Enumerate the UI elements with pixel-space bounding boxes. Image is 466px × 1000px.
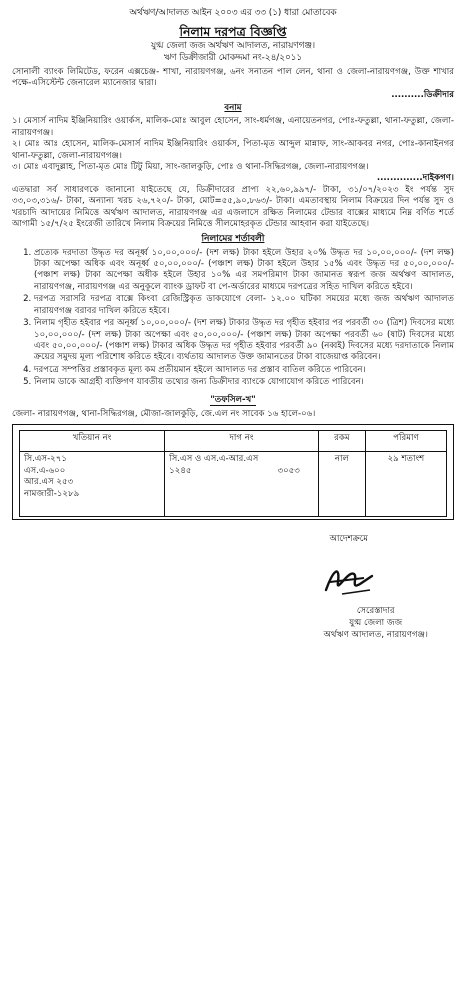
- cell-kind: নাল: [318, 452, 365, 517]
- table-header-row: [20, 431, 447, 452]
- debtor-item: ১। মেসার্স নাদিম ইঞ্জিনিয়ারিং ওয়ার্কস, মালিক-মোঃ আবুল হোসেন, সাং-ধর্মগঞ্জ, এনায়েতনগর, পোঃ-ফতুল্লা, থানা-ফতুল্লা, জেলা-নারায়ণগঞ্জ।: [12, 116, 454, 138]
- schedule-location: জেলা- নারায়ণগঞ্জ, থানা-সিদ্ধিরগঞ্জ, মৌজা-জালকুড়ি, জে.এল নং সাবেক ১৬ হালে-০৬।: [12, 409, 316, 420]
- header-khatian: খতিয়ান নং: [20, 431, 165, 452]
- dag-value: ৩০৫৩: [277, 465, 300, 476]
- debtor-item: ২। মোঃ আঃ হোসেন, মালিক-মেসার্স নাদিম ইঞ্জিনিয়ারিং ওয়ার্কস, পিতা-মৃত আব্দুল মান্নাফ, সাং-আকবর নগর, পোঃ-কানাইনগর থানা-ফতুল্লা, জেলা-নারায়ণগঞ্জ।: [12, 139, 454, 161]
- decree-holder-role: ..........ডিক্রীদার: [391, 89, 454, 100]
- cell-khatian: [20, 452, 165, 517]
- signature-mark-icon: [320, 560, 378, 600]
- cell-amount: ২৯ শতাংশ: [365, 452, 446, 517]
- law-reference: অর্থঋণ/আদালত আইন ২০০৩ এর ৩৩ (১) ধারা মোতাবেক: [129, 8, 337, 18]
- signatory-block: [323, 606, 428, 641]
- dag-values: [169, 466, 314, 477]
- notice-body: এতদ্বারা সর্ব সাধারণকে জানানো যাইতেছে যে, ডিক্রীদারের প্রাপ্য ২২,৬০,৯৯৭/- টাকা, ৩১/০৭/২০২৩ ইং পর্যন্ত সুদ ৩৩,০৩,৩১৬/- টাকা, অন্যান্য খরচ ২৬,৭২০/- টাকা, মোট=৫৫,৯০,৮৬৩/- টাকা। এমতাবস্থায় নিলাম বিক্রয়ের দিন পর্যন্ত সুদ ও খরচাদি আদায়ের নিমিত্তে অর্থঋণ আদালত, নারায়ণগঞ্জ এর এজলাসে রক্ষিত নিলামের টেন্ডার বাক্সের মাধ্যমে নিম্ন বর্ণিত শর্তে আগামী ১৫/৭/২৫ ইংরেজী তারিখে নিলাম বিক্রয়ের নিমিত্তে সীলমোহরকৃত টেন্ডার আহবান করা যাইতেছে।: [12, 184, 454, 230]
- signatory-court-line1: যুগ্ম জেলা জজ: [349, 618, 403, 629]
- conditions-list: [12, 248, 454, 389]
- header-kind: রকম: [318, 431, 365, 452]
- table-row: [20, 452, 447, 517]
- condition-item: 3. নিলাম গৃহীত হইবার পর অনূর্ধ্ব ১০,০০,০০০/- (দশ লক্ষ) টাকার উদ্ধৃত দর গৃহীত হইবার পর পরবর্তী ৩০ (ত্রিশ) দিবসের মধ্যে ১০,০০,০০০/- (দশ লক্ষ) টাকা অপেক্ষা এবং ৫০,০০,০০০/- (পঞ্চাশ লক্ষ) টাকা অপেক্ষা পরবর্তী ৬০ (ষাট) দিবসের মধ্যে এবং ৫০,০০,০০০/- (পঞ্চাশ লক্ষ) টাকার অধিক উদ্ধৃত দর গৃহীত হইবার পরবর্তী ৯০ (নব্বই) দিবসের মধ্যে দরদাতাকে নিলাম ক্রয়ের সমুদয় মূল্য পরিশোধ করিতে হইবে। ব্যর্থতায় আদালত উক্ত জামানতের টাকা বাজেয়াপ্ত করিবেন।: [34, 318, 454, 364]
- schedule-table: [19, 430, 447, 517]
- condition-item: 2. দরপত্র সরাসরি দরপত্র বাক্সে কিংবা রেজিস্ট্রিকৃত ডাকযোগে বেলা- ১২.০০ ঘটিকা সময়ের মধ্যে জজ অর্থঋণ আদালত নারায়ণগঞ্জ বরাবর দাখিল করিতে হইবে।: [34, 294, 454, 317]
- officer-title: সেরেস্তাদার: [356, 606, 395, 617]
- notice-title: নিলাম দরপত্র বিজ্ঞপ্তি: [179, 23, 287, 39]
- case-number: ঋণ ডিক্রীজারী মোকদ্দমা নং-২৪/২০১১: [163, 53, 303, 63]
- by-order-label: আদেশক্রমে: [329, 534, 368, 545]
- khatian-sa: এস.এ-৬০০: [24, 465, 66, 476]
- condition-item: 1. প্রত্যেক দরদাতা উদ্ধৃত দর অনূর্ধ্ব ১০,০০,০০০/- (দশ লক্ষ) টাকা হইলে উহার ২০% উদ্ধৃত দর ১০,০০,০০০/- (দশ লক্ষ) টাকা অপেক্ষা অধিক এবং অনূর্ধ্ব ৫০,০০,০০০/- (পঞ্চাশ লক্ষ) টাকা হইলে উহার ১৫% এবং উদ্ধৃত দর ৫০,০০,০০০/- (পঞ্চাশ লক্ষ) টাকা অপেক্ষা অধীক হইলে উহার ১০% এর সমপরিমাণ টাকা জামানত স্বরূপ জজ অর্থঋণ আদালত, নারায়ণগঞ্জ, নারায়ণগঞ্জ এর অনুকূলে ব্যাংক ড্রাফট বা পে-অর্ডারের মাধ্যমে দরপত্রের সহিত দাখিল করিতে হইবে।: [34, 248, 454, 294]
- condition-item: 5. নিলাম ডাকে আগ্রহী ব্যক্তিগণ যাবতীয় তথ্যের জন্য ডিক্রীদার ব্যাংকে যোগাযোগ করিতে পারিবেন।: [34, 377, 454, 388]
- signature-area: [12, 520, 454, 670]
- conditions-title: নিলামের শর্তাবলী: [201, 233, 265, 244]
- khatian-rs: আর.এস ২৫৩: [24, 477, 74, 488]
- court-name: যুগ্ম জেলা জজ অর্থঋণ আদালত, নারায়ণগঞ্জ।: [150, 41, 316, 52]
- cell-dag: [165, 452, 319, 517]
- debtor-item: ৩। মোঃ এবাদুল্লাহ, পিতা-মৃত মোঃ টিটু মিয়া, সাং-জালকুড়ি, পোঃ ও থানা-সিদ্ধিরগঞ্জ, জেলা-নারায়ণগঞ্জ।: [12, 162, 369, 173]
- schedule-title: "তফসিল-খ": [210, 394, 256, 405]
- header-dag: দাগ নং: [165, 431, 319, 452]
- condition-item: 4. দরপত্রে সম্পত্তির প্রস্তাবকৃত মূল্য কম প্রতীয়মান হইলে আদালত দর প্রস্তাব বাতিল করিতে পারিবেন।: [34, 365, 454, 376]
- dag-value: ১২৪৫: [169, 465, 192, 476]
- dag-label: সি.এস ও এস.এ-আর.এস: [169, 454, 259, 465]
- signatory-court-line2: অর্থঋণ আদালত, নারায়ণগঞ্জ।: [323, 629, 428, 640]
- versus-heading: বনাম: [224, 102, 242, 113]
- header-amount: পরিমাণ: [365, 431, 446, 452]
- khatian-mutation: নামজারী-১২৮৯: [24, 488, 80, 499]
- decree-holder: সোনালী ব্যাংক লিমিটেড, ফরেন এক্সচেঞ্জ- শাখা, নারায়ণগঞ্জ, ৬নং সনাতন পাল লেন, থানা ও জেলা-নারায়ণগঞ্জ, উক্ত শাখার পক্ষে-এসিস্টেন্ট জেনারেল ম্যানেজার দ্বারা।: [12, 66, 454, 89]
- debtor-list: [12, 116, 454, 173]
- schedule-table-frame: [12, 424, 454, 520]
- khatian-cs: সি.এস-২৭১: [24, 454, 67, 465]
- debtor-role: ..............দাইকগণ।: [376, 173, 454, 184]
